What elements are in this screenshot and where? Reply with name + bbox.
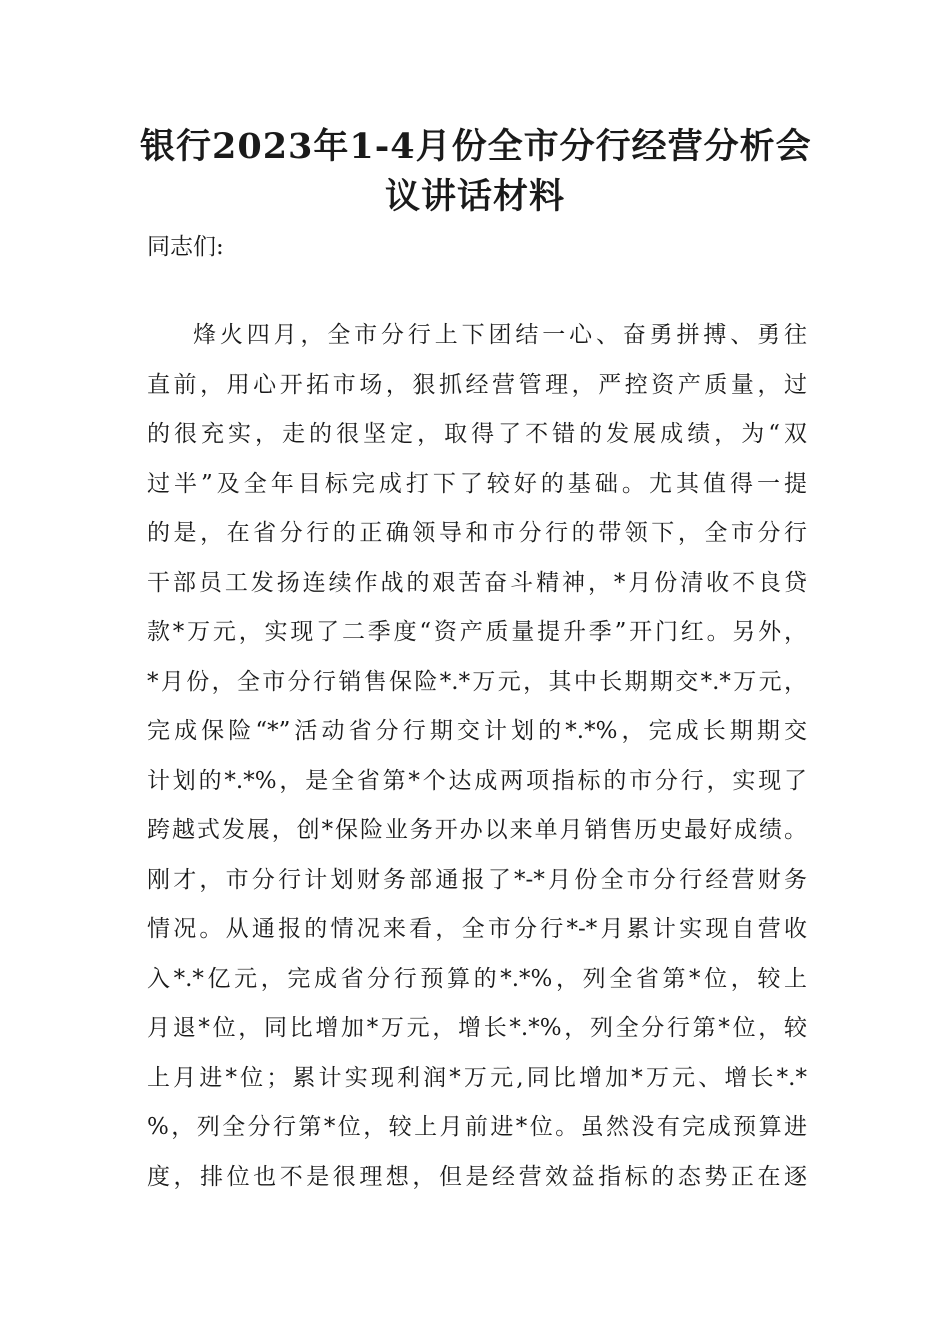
body-line: 度，排位也不是很理想，但是经营效益指标的态势正在逐 [147,1163,807,1190]
body-line: 款*万元，实现了二季度“资产质量提升季”开门红。另外， [147,619,807,645]
body-line: 的很充实，走的很坚定，取得了不错的发展成绩，为“双 [147,421,807,447]
body-line: 情况。从通报的情况来看，全市分行*-*月累计实现自营收 [147,916,807,942]
body-line: 过半”及全年目标完成打下了较好的基础。尤其值得一提 [147,470,807,497]
body-line: 干部员工发扬连续作战的艰苦奋斗精神，*月份清收不良贷 [147,569,807,596]
body-line: 刚才，市分行计划财务部通报了*-*月份全市分行经营财务 [147,866,807,893]
title-line-2: 议讲话材料 [384,176,565,217]
body-line: %，列全分行第*位，较上月前进*位。虽然没有完成预算进 [147,1114,807,1140]
body-line: 跨越式发展，创*保险业务开办以来单月销售历史最好成绩。 [147,817,807,843]
body-line: 入*.*亿元，完成省分行预算的*.*%，列全省第*位，较上 [147,965,807,992]
body-line: 上月进*位；累计实现利润*万元,同比增加*万元、增长*.* [147,1064,807,1091]
salutation: 同志们: [147,234,224,260]
body-line: 直前，用心开拓市场，狠抓经营管理，严控资产质量，过 [147,371,807,398]
body-line: 计划的*.*%，是全省第*个达成两项指标的市分行，实现了 [147,767,807,794]
body-line: *月份，全市分行销售保险*.*万元，其中长期期交*.*万元， [147,668,807,695]
body-paragraph [147,317,807,1208]
body-line: 月退*位，同比增加*万元，增长*.*%，列全分行第*位，较 [147,1015,807,1041]
body-line: 的是，在省分行的正确领导和市分行的带领下，全市分行 [147,520,807,546]
document-title [140,122,810,222]
body-line: 烽火四月，全市分行上下团结一心、奋勇拼搏、勇往 [193,322,807,348]
title-line-1: 银行2023年1-4月份全市分行经营分析会 [140,126,812,167]
body-line: 完成保险“*”活动省分行期交计划的*.*%，完成长期期交 [147,718,807,744]
